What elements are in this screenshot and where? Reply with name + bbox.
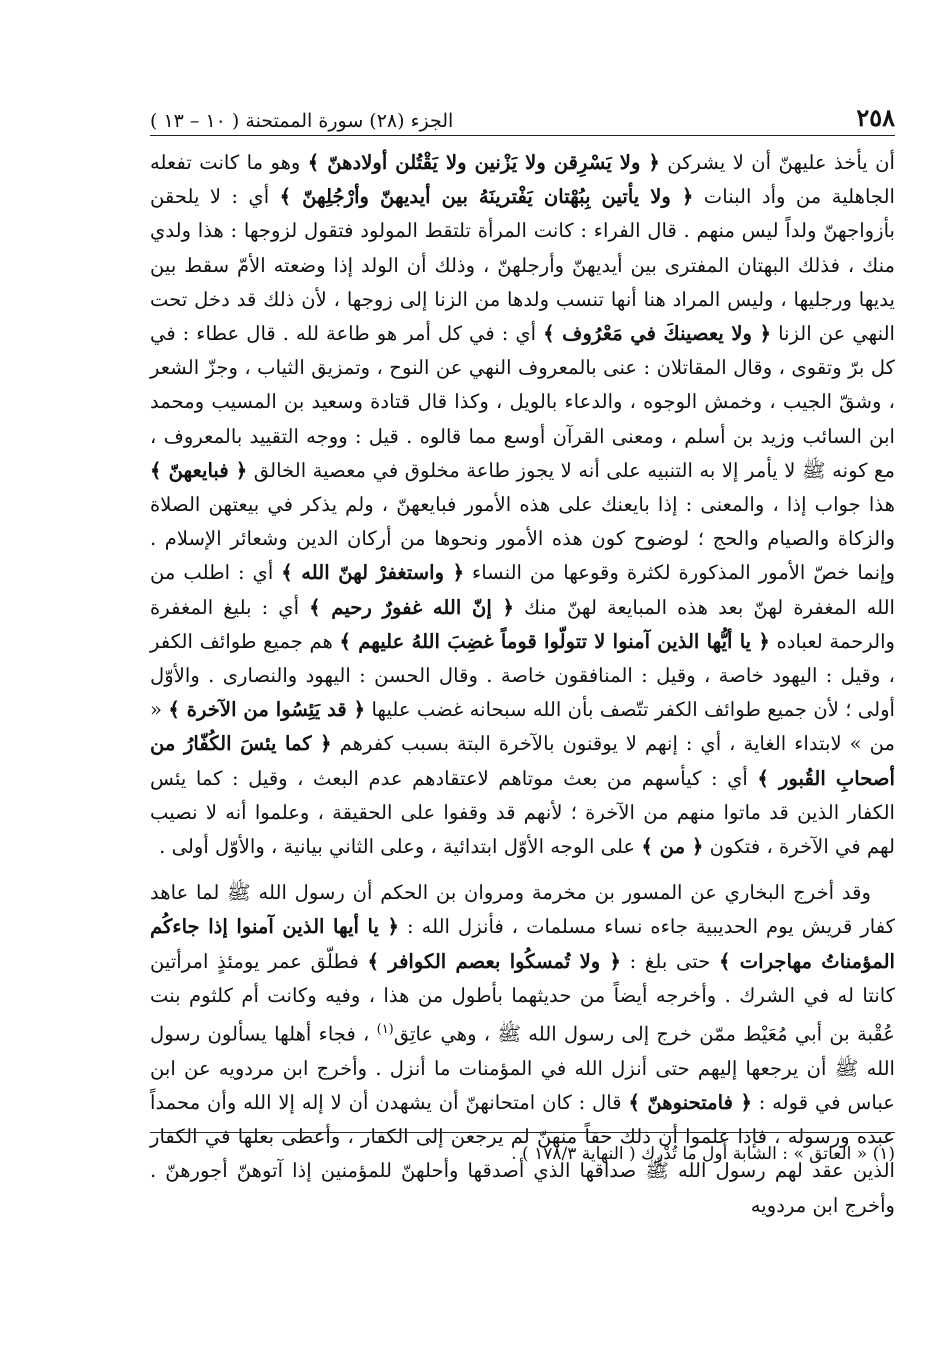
- quran-quote: ﴿ ولا تُمسكُوا بعصم الكوافر ﴾: [367, 949, 621, 973]
- text-run: هذا جواب إذا ، والمعنى : إذا بايعنك على هذه الأمور فبايعهنّ ، ولم يذكر في بيعتهن الصلاة والزكاة والصيام والحج ؛ لوضوح كون هذه الأمور ونحوها من أركان الدين وشعائر الإسلام . وإنما خصّ الأمور المذكورة لكثرة وقوعها من النساء: [150, 493, 895, 585]
- text-run: أي : كيأسهم من بعث موتاهم لاعتقادهم عدم البعث ، وقيل : كما يئس الكفار الذين قد ماتوا منهم من الآخرة ؛ لأنهم قد وقفوا على الحقيقة ، وعلموا أنه لا نصيب لهم في الآخرة ، فتكون: [150, 766, 895, 859]
- quran-quote: ﴿ فبايعهنّ ﴾: [150, 458, 248, 482]
- running-title: الجزء (٢٨) سورة الممتحنة ( ١٠ – ١٣ ): [150, 110, 454, 132]
- quran-quote: ﴿ من ﴾: [641, 835, 704, 859]
- paragraph-2: [150, 876, 895, 1223]
- quran-quote: ﴿ ولا يَسْرِقن ولا يَزْنين ولا يَقْتُلن أولادهنّ ﴾: [307, 151, 660, 174]
- text-run: أن يأخذ عليهنّ أن لا يشركن: [659, 151, 895, 174]
- text-run: أي : اطلب من الله المغفرة لهنّ بعد هذه المبايعة لهنّ منك: [150, 561, 895, 619]
- text-run: حتى بلغ :: [620, 949, 719, 973]
- footnote: (١) « العاتق » : الشابة أول ما تُدْرِك ( النهاية ١٧٨/٣ ) .: [511, 1144, 895, 1164]
- quran-quote: ﴿ ولا يعصينكَ في مَعْرُوف ﴾: [543, 322, 772, 346]
- text-run: وهو ما كانت تفعله الجاهلية من وأد البنات: [150, 151, 895, 209]
- text-run: « من » لابتداء الغاية ، أي : إنهم لا يوقنون بالآخرة البتة بسبب كفرهم: [150, 698, 896, 756]
- text-run: ، فجاء أهلها يسألون رسول الله ﷺ أن يرجعها إليهم حتى أنزل الله في المؤمنات ما أنزل . وأخرج ابن مردويه عن ابن عباس في قوله :: [150, 1022, 895, 1115]
- text-run: أي : بليغ المغفرة والرحمة لعباده: [150, 595, 895, 653]
- footnote-divider: [150, 1132, 895, 1133]
- text-run: أي : لا يلحقن بأزواجهنّ ولداً ليس منهم . قال الفراء : كانت المرأة تلتقط المولود فتقول لزوجها : هذا ولدي منك ، فذلك البهتان المفترى بين أيديهنّ وأرجلهنّ ، وذلك أن الولد إذا وضعته الأمّ سقط بين يديها ورجليها ، وليس المراد هنا أنها تنسب ولدها من الزنا إلى زوجها ، لأن ذلك قد دخل تحت النهي عن الزنا: [150, 185, 895, 346]
- text-run: قال : كان امتحانهنّ أن يشهدن أن لا إله إلا الله وأن محمداً عبده ورسوله ، فإذا علموا أن ذلك حقاً منهنّ لم يرجعن إلى الكفار ، وأعطى بعلها في الكفار الذين عقد لهم رسول الله ﷺ صداقها الذي أصدقها وأحلهنّ للمؤمنين إذا آتوهنّ أجورهنّ . وأخرج ابن مردويه: [150, 1091, 895, 1217]
- text-run: وقد أخرج البخاري عن المسور بن مخرمة ومروان بن الحكم أن رسول الله ﷺ لما عاهد كفار قريش يوم الحديبية جاءه نساء مسلمات ، فأنزل الله :: [150, 881, 895, 939]
- text-run: على الوجه الأوّل ابتدائية ، وعلى الثاني بيانية ، والأوّل أولى .: [159, 835, 642, 859]
- quran-quote: ﴿ يا أيُّها الذين آمنوا لا تتولّوا قوماً غضِبَ اللهُ عليهم ﴾: [339, 629, 770, 653]
- quran-quote: ﴿ كما يئسَ الكُفّارُ من أصحابِ القُبور ﴾: [150, 732, 896, 790]
- text-run: فطلّق عمر يومئذٍ امرأتين كانتا له في الشرك . وأخرجه أيضاً من حديثهما بأطول من هذا ، وفيه وكانت أم كلثوم بنت عُقْبة بن أبي مُعَيْط ممّن خرج إلى رسول الله ﷺ ، وهي عاتِق: [150, 949, 895, 1046]
- quran-quote: ﴿ ولا يأتين بِبُهْتان يَفْترينَهُ بين أيديهنّ وأرْجُلِهنّ ﴾: [279, 185, 694, 209]
- paragraph-1: [150, 146, 895, 864]
- book-page: [150, 90, 895, 1223]
- page-header: [150, 90, 895, 136]
- quran-quote: ﴿ يا أيها الذين آمنوا إذا جاءكُم المؤمناتُ مهاجرات ﴾: [150, 915, 895, 973]
- quran-quote: ﴿ فامتحنوهنّ ﴾: [628, 1091, 752, 1115]
- quran-quote: ﴿ إنّ الله غفورٌ رحيم ﴾: [309, 595, 514, 619]
- quran-quote: ﴿ قد يَئِسُوا من الآخرة ﴾: [168, 698, 366, 722]
- text-run: أي : في كل أمر هو طاعة لله . قال عطاء : في كل برّ وتقوى ، وقال المقاتلان : عنى بالمعروف النهي عن النوح ، وتمزيق الثياب ، وجزّ الشعر ، وشقّ الجيب ، وخمش الوجوه ، والدعاء بالويل ، وكذا قال قتادة وسعيد بن المسيب ومحمد ابن السائب وزيد بن أسلم ، ومعنى القرآن أوسع مما قالوه . قيل : ووجه التقييد بالمعروف ، مع كونه ﷺ لا يأمر إلا به التنبيه على أنه لا يجوز طاعة مخلوق في معصية الخالق: [150, 322, 895, 482]
- body-text: [150, 146, 895, 1223]
- text-run: هم جميع طوائف الكفر ، وقيل : اليهود خاصة ، وقيل : المنافقون خاصة . وقال الحسن : اليهود والنصارى . والأوّل أولى ؛ لأن جميع طوائف الكفر تتّصف بأن الله سبحانه غضب عليها: [150, 629, 895, 722]
- footnote-marker: (١): [376, 1022, 394, 1038]
- quran-quote: ﴿ واستغفرْ لهنّ الله ﴾: [281, 561, 465, 585]
- page-number: ٢٥٨: [856, 103, 895, 132]
